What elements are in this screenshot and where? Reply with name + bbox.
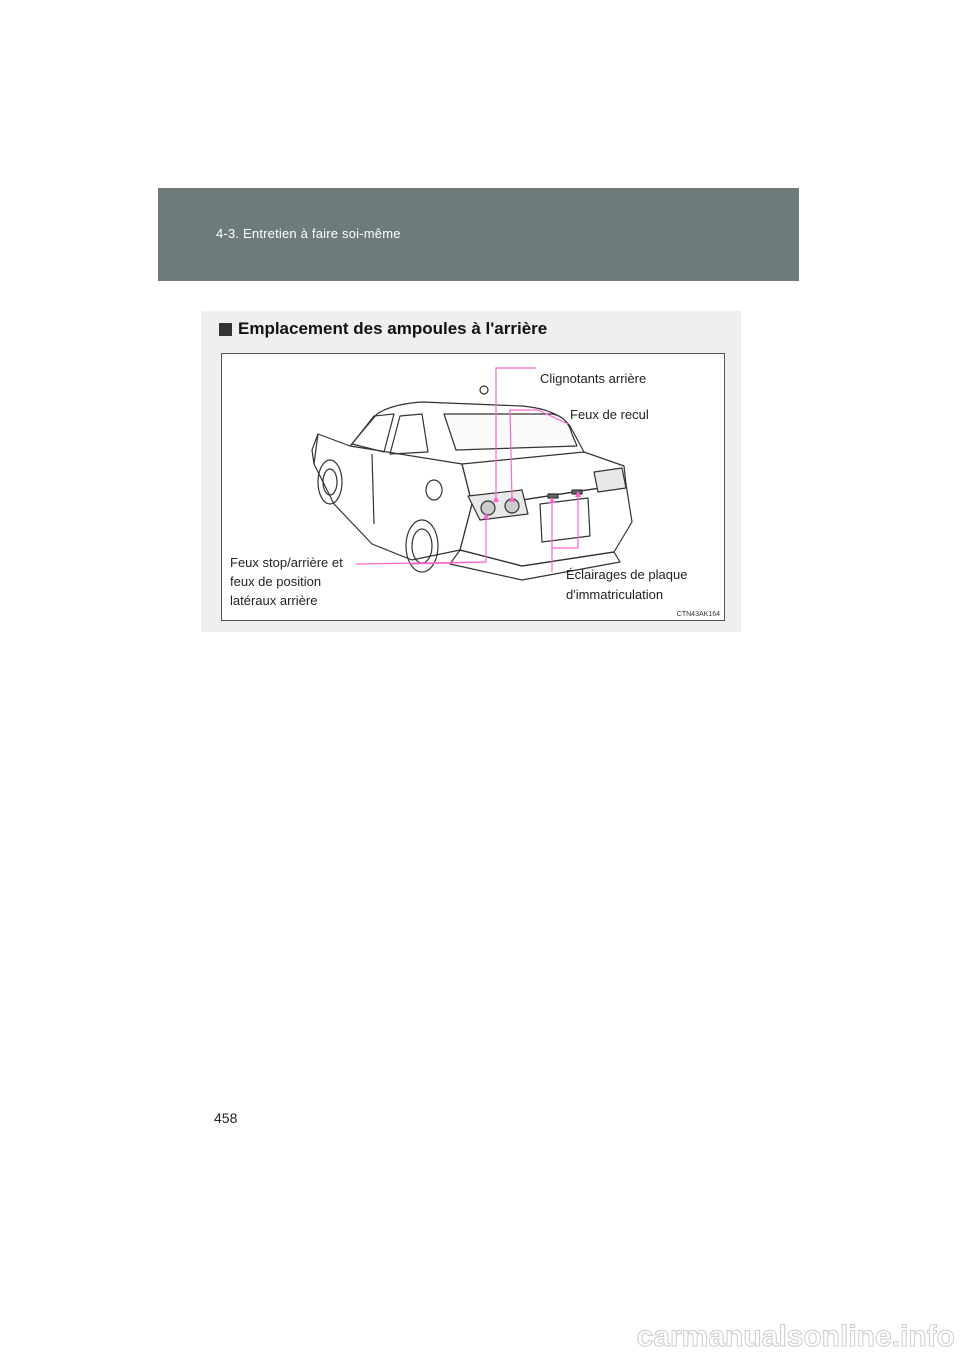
callout-backup-lights: Feux de recul xyxy=(570,407,649,422)
section-heading xyxy=(219,319,547,339)
filled-square-icon xyxy=(219,323,232,336)
callout-stop-tail-line2: feux de position xyxy=(230,574,322,589)
watermark xyxy=(0,1308,960,1358)
header-band xyxy=(158,188,799,281)
watermark-text: carmanualsonline.info xyxy=(636,1320,955,1353)
section-box xyxy=(201,311,741,632)
section-title: 4-3. Entretien à faire soi-même xyxy=(216,226,401,241)
callout-plate-line1: Éclairages de plaque xyxy=(566,567,688,582)
page-number: 458 xyxy=(214,1110,238,1126)
callout-stop-tail-line3: latéraux arrière xyxy=(230,593,318,608)
car-rear-illustration xyxy=(221,353,725,621)
figure-code: CTN43AK164 xyxy=(676,611,720,618)
callout-rear-turn-signals: Clignotants arrière xyxy=(540,371,647,386)
callout-plate-line2: d'immatriculation xyxy=(566,587,664,602)
callout-stop-tail-line1: Feux stop/arrière et xyxy=(230,555,343,570)
section-heading-text: Emplacement des ampoules à l'arrière xyxy=(238,319,548,338)
